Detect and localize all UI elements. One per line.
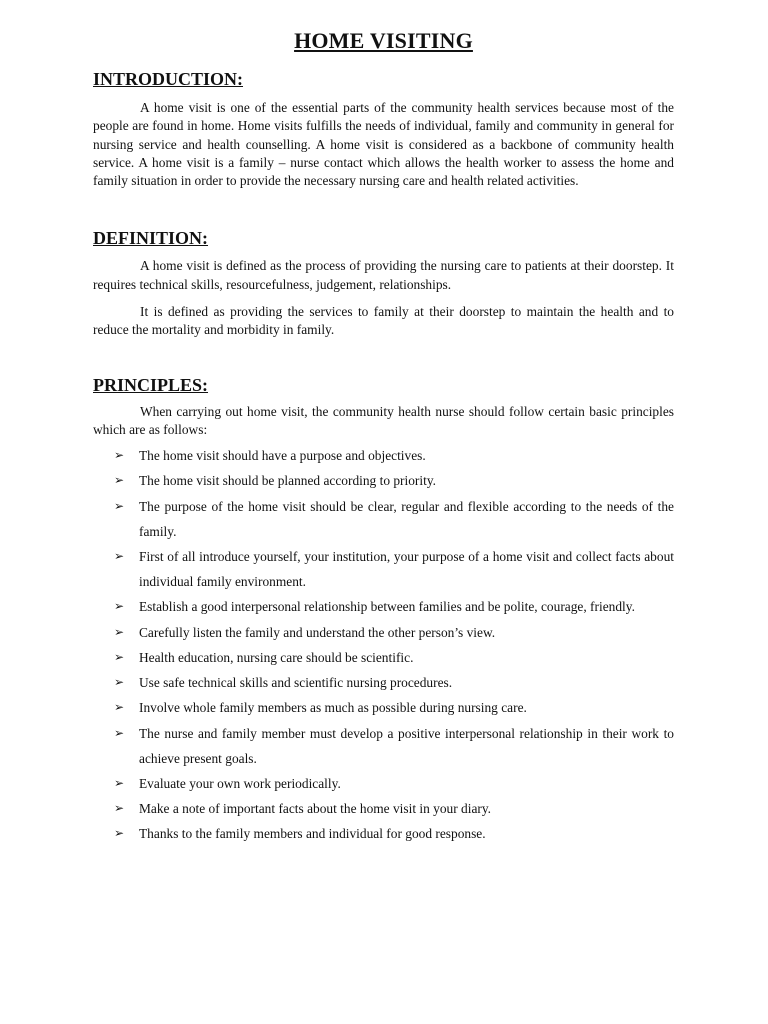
principle-list-item [93,544,674,594]
principle-text: Make a note of important facts about the home visit in your diary. [139,801,492,817]
principle-text: The nurse and family member must develop a positive interpersonal relationship in their work to achieve present goals. [139,725,674,766]
principle-list-item [93,670,674,695]
arrowhead-bullet-icon: ➢ [114,700,125,715]
principle-list-item [93,771,674,796]
principle-text: Evaluate your own work periodically. [139,775,341,791]
principle-text: The home visit should have a purpose and objectives. [139,448,426,464]
arrowhead-bullet-icon: ➢ [114,725,125,740]
arrowhead-bullet-icon: ➢ [114,826,125,841]
principles-heading: PRINCIPLES: [93,374,209,395]
document-page [93,26,674,847]
principle-text: Involve whole family members as much as possible during nursing care. [139,700,527,716]
definition-paragraph: It is defined as providing the services to family at their doorstep to maintain the health and to reduce the mortality and morbidity in family. [93,304,674,338]
principles-paragraph: When carrying out home visit, the community health nurse should follow certain basic principles which are as follows: [93,403,674,437]
arrowhead-bullet-icon: ➢ [114,549,125,564]
principle-list-item [93,443,674,468]
principle-text: Thanks to the family members and individual for good response. [139,826,486,842]
principle-list-item [93,796,674,821]
principle-list-item [93,695,674,720]
introduction-heading: INTRODUCTION: [93,69,244,89]
definition-paragraph: A home visit is defined as the process of providing the nursing care to patients at their doorstep. It requires technical skills, resourcefulness, judgement, relationships. [93,258,674,292]
principle-text: Carefully listen the family and understand the other person’s view. [139,624,496,640]
principle-text: Use safe technical skills and scientific nursing procedures. [139,675,453,691]
arrowhead-bullet-icon: ➢ [114,624,125,639]
arrowhead-bullet-icon: ➢ [114,473,125,488]
arrowhead-bullet-icon: ➢ [114,498,125,513]
arrowhead-bullet-icon: ➢ [114,448,125,463]
principle-list-item [93,468,674,493]
principle-list-item [93,594,674,619]
arrowhead-bullet-icon: ➢ [114,649,125,664]
principle-text: Establish a good interpersonal relationship between families and be polite, courage, friendly. [139,599,635,615]
principle-text: First of all introduce yourself, your institution, your purpose of a home visit and collect facts about individual family environment. [139,549,674,590]
principle-text: The purpose of the home visit should be clear, regular and flexible according to the needs of the family. [139,498,674,539]
arrowhead-bullet-icon: ➢ [114,675,125,690]
principle-list-item [93,645,674,670]
arrowhead-bullet-icon: ➢ [114,599,125,614]
definition-heading: DEFINITION: [93,228,209,249]
arrowhead-bullet-icon: ➢ [114,775,125,790]
document-title: HOME VISITING [294,28,473,53]
principle-text: Health education, nursing care should be scientific. [139,649,414,665]
principle-list-item [93,494,674,544]
principle-list-item [93,620,674,645]
arrowhead-bullet-icon: ➢ [114,801,125,816]
principle-text: The home visit should be planned according to priority. [139,473,437,489]
principle-list-item [93,821,674,846]
introduction-paragraph: A home visit is one of the essential parts of the community health services because most of the people are found in home. Home visits fulfills the needs of individual, family and community in general for nursing service and health counselling. A home visit is considered as a backbone of community health service. A home visit is a family – nurse contact which allows the health worker to assess the home and family situation in order to provide the necessary nursing care and health related activities. [93,100,674,189]
principle-list-item [93,721,674,771]
principles-list [93,443,674,846]
